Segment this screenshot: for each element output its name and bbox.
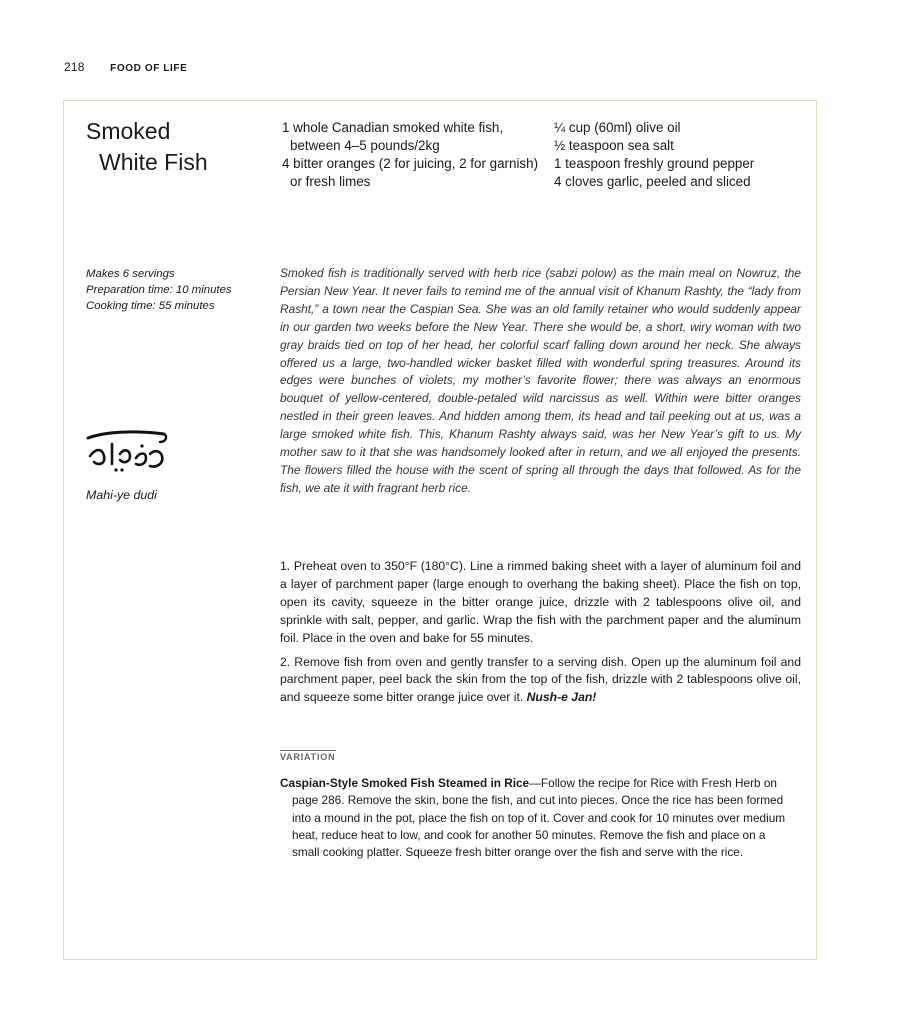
step-1: 1. Preheat oven to 350°F (180°C). Line a rimmed baking sheet with a layer of aluminum foil and a layer of parchment paper (large enough to overhang the baking sheet). Place the fish on top, open its cavity, squeeze in the bitter orange juice, drizzle with 2 tablespoons olive oil, and sprinkle with salt, pepper, and garlic. Wrap the fish with the parchment paper and the aluminum foil. Place in the oven and bake for 55 minutes.: [280, 559, 801, 645]
page-number: 218: [64, 60, 85, 74]
recipe-title: [86, 116, 208, 178]
ingredient-item: ½ teaspoon sea salt: [554, 138, 674, 153]
ingredients-list-right: [554, 119, 794, 191]
recipe-title-line2: White Fish: [99, 149, 208, 175]
cook-time: Cooking time: 55 minutes: [86, 300, 215, 312]
ingredient-item: 4 cloves garlic, peeled and sliced: [554, 174, 751, 189]
variation-heading: VARIATION: [280, 752, 336, 762]
ingredient-item: 1 whole Canadian smoked white fish, between 4–5 pounds/2kg: [282, 120, 504, 153]
transliteration: Mahi-ye dudi: [86, 488, 157, 502]
variation-text: [280, 775, 792, 861]
recipe-steps: [280, 558, 801, 713]
persian-calligraphy-title: [80, 424, 170, 476]
variation-body: —Follow the recipe for Rice with Fresh Herb on page 286. Remove the skin, bone the fish, and cut into pieces. Once the rice has been formed into a mound in the pot, place the fish on top of it. Cover and cook for 10 minutes over medium heat, reduce heat to low, and cook for another 50 minutes. Remove the fish and place on a small cooking platter. Squeeze fresh bitter orange over the fish and serve with the rice.: [292, 776, 786, 860]
running-title: FOOD OF LIFE: [110, 63, 188, 74]
recipe-story: Smoked fish is traditionally served with herb rice (sabzi polow) as the main meal on Nowruz, the Persian New Year. It never fails to remind me of the annual visit of Khanum Rashty, the “lady from Rasht,” a town near the Caspian Sea. She was an old family retainer who would suddenly appear in our garden two weeks before the New Year. There she would be, a short, wiry woman with two gray braids tied on top of her head, her colorful scarf falling down around her neck. She always offered us a large, two-handled wicker basket filled with wonderful spring treasures. Around its edges were bunches of violets, my mother’s favorite flower; there was always an enormous bouquet of yellow-centered, double-petaled wild narcissus as well. Within were bitter oranges nestled in their green leaves. And hidden among them, its head and tail peeking out at us, was a large smoked white fish. This, Khanum Rashty always said, was her New Year’s gift to us. My mother saw to it that she was handsomely looked after in return, and we all enjoyed the presents. The flowers filled the house with the scent of spring all through the days that followed. As for the fish, we ate it with fragrant herb rice.: [280, 266, 801, 495]
ingredient-item: ¼ cup (60ml) olive oil: [554, 120, 681, 135]
sign-off: Nush-e Jan!: [526, 690, 597, 705]
step-2: [280, 654, 801, 708]
prep-time: Preparation time: 10 minutes: [86, 284, 232, 296]
servings: Makes 6 servings: [86, 268, 175, 280]
page-header: [64, 60, 187, 74]
ingredient-item: 4 bitter oranges (2 for juicing, 2 for garnish) or fresh limes: [282, 156, 539, 189]
recipe-meta: [86, 266, 232, 314]
variation-title: Caspian-Style Smoked Fish Steamed in Rice: [280, 776, 530, 790]
recipe-title-line1: Smoked: [86, 118, 171, 144]
ingredient-item: 1 teaspoon freshly ground pepper: [554, 156, 755, 171]
step-2-text: 2. Remove fish from oven and gently transfer to a serving dish. Open up the aluminum foil and parchment paper, peel back the skin from the top of the fish, drizzle with 2 tablespoons olive oil, and squeeze some bitter orange juice over it.: [280, 654, 801, 705]
ingredients-list-left: [282, 119, 544, 191]
